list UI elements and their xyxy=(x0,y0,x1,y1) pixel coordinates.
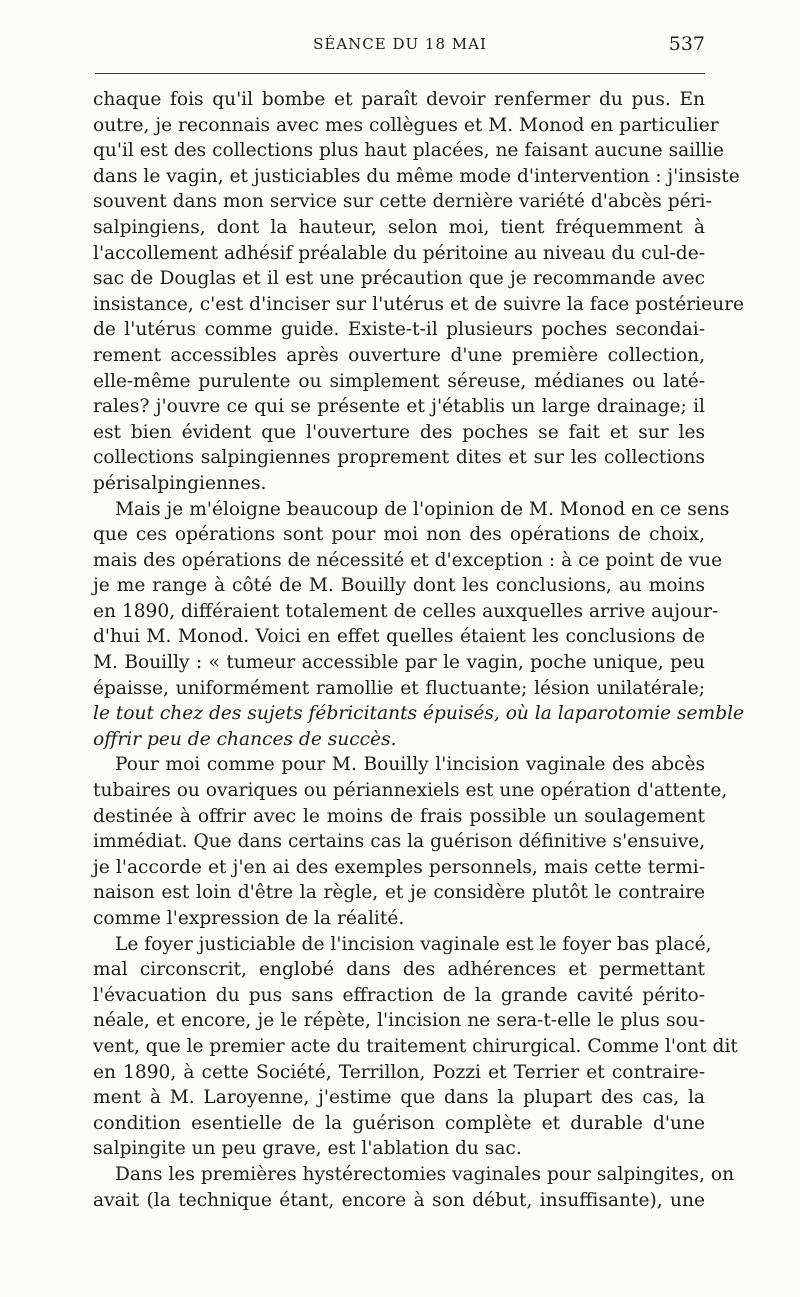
text-line: l'évacuation du pus sans effraction de la grande cavité périto- xyxy=(93,984,705,1006)
running-title: SÉANCE DU 18 MAI xyxy=(313,35,487,53)
text-line: le tout chez des sujets fébricitants épuisés, où la laparotomie semble xyxy=(93,703,745,725)
text-line: salpingite un peu grave, est l'ablation du sac. xyxy=(93,1138,522,1160)
text-line: insistance, c'est d'inciser sur l'utérus et de suivre la face postérieure xyxy=(93,293,744,315)
text-line: rement accessibles après ouverture d'une première collection, xyxy=(93,344,705,366)
text-line: Le foyer justiciable de l'incision vaginale est le foyer bas placé, xyxy=(115,933,712,955)
text-line: que ces opérations sont pour moi non des opérations de choix, xyxy=(93,524,705,546)
text-line: rales? j'ouvre ce qui se présente et j'établis un large drainage; il xyxy=(93,396,705,418)
text-line: mal circonscrit, englobé dans des adhérences et permettant xyxy=(93,959,705,981)
text-line: salpingiens, dont la hauteur, selon moi, tient fréquemment à xyxy=(93,216,705,238)
text-line: mais des opérations de nécessité et d'exception : à ce point de vue xyxy=(93,549,723,571)
text-line: dans le vagin, et justiciables du même mode d'intervention : j'insiste xyxy=(93,165,740,187)
body-text xyxy=(93,87,745,1213)
text-line: en 1890, différaient totalement de celles auxquelles arrive aujour- xyxy=(93,600,719,622)
text-line: je l'accorde et j'en ai des exemples personnels, mais cette termi- xyxy=(93,856,705,878)
text-line: d'hui M. Monod. Voici en effet quelles étaient les conclusions de xyxy=(93,626,705,648)
text-line: je me range à côté de M. Bouilly dont les conclusions, au moins xyxy=(93,575,705,597)
text-line: ment à M. Laroyenne, j'estime que dans la plupart des cas, la xyxy=(93,1087,705,1109)
text-line: M. Bouilly : « tumeur accessible par le vagin, poche unique, peu xyxy=(93,652,705,674)
text-line: chaque fois qu'il bombe et paraît devoir renfermer du pus. En xyxy=(93,89,705,110)
text-line: néale, et encore, je le répète, l'incision ne sera-t-elle le plus sou- xyxy=(93,1010,705,1032)
text-line: Mais je m'éloigne beaucoup de l'opinion de M. Monod en ce sens xyxy=(115,498,730,520)
text-line: Pour moi comme pour M. Bouilly l'incision vaginale des abcès xyxy=(115,754,705,776)
text-line: comme l'expression de la réalité. xyxy=(93,908,405,929)
text-line: condition esentielle de la guérison complète et durable d'une xyxy=(93,1112,705,1134)
text-line: qu'il est des collections plus haut placées, ne faisant aucune saillie xyxy=(93,140,724,162)
text-line: en 1890, à cette Société, Terrillon, Pozzi et Terrier et contraire- xyxy=(93,1061,705,1083)
text-line: périsalpingiennes. xyxy=(93,472,267,494)
header-rule xyxy=(95,73,705,74)
text-line: Dans les premières hystérectomies vaginales pour salpingites, on xyxy=(115,1163,735,1185)
text-line: sac de Douglas et il est une précaution que je recommande avec xyxy=(93,268,705,290)
page-header xyxy=(95,33,705,57)
text-line: offrir peu de chances de succès. xyxy=(93,728,397,750)
text-line: naison est loin d'être la règle, et je considère plutôt le contraire xyxy=(93,882,705,904)
text-line: est bien évident que l'ouverture des poches se fait et sur les xyxy=(93,421,705,443)
text-line: destinée à offrir avec le moins de frais possible un soulagement xyxy=(93,805,705,827)
text-line: avait (la technique étant, encore à son début, insuffisante), une xyxy=(93,1189,705,1211)
text-line: elle-même purulente ou simplement séreuse, médianes ou laté- xyxy=(93,370,705,392)
text-line: outre, je reconnais avec mes collègues et M. Monod en particulier xyxy=(93,114,719,136)
page-number: 537 xyxy=(668,33,705,55)
text-line: immédiat. Que dans certains cas la guérison définitive s'ensuive, xyxy=(93,831,706,853)
text-line: souvent dans mon service sur cette dernière variété d'abcès péri- xyxy=(93,191,712,213)
text-line: épaisse, uniformément ramollie et fluctuante; lésion unilatérale; xyxy=(93,677,705,699)
text-line: tubaires ou ovariques ou périannexiels est une opération d'attente, xyxy=(93,780,728,802)
text-line: l'accollement adhésif préalable du péritoine au niveau du cul-de- xyxy=(93,242,705,264)
text-line: collections salpingiennes proprement dites et sur les collections xyxy=(93,447,705,469)
text-line: vent, que le premier acte du traitement chirurgical. Comme l'ont dit xyxy=(93,1035,738,1057)
text-line: de l'utérus comme guide. Existe-t-il plusieurs poches secondai- xyxy=(93,319,705,341)
